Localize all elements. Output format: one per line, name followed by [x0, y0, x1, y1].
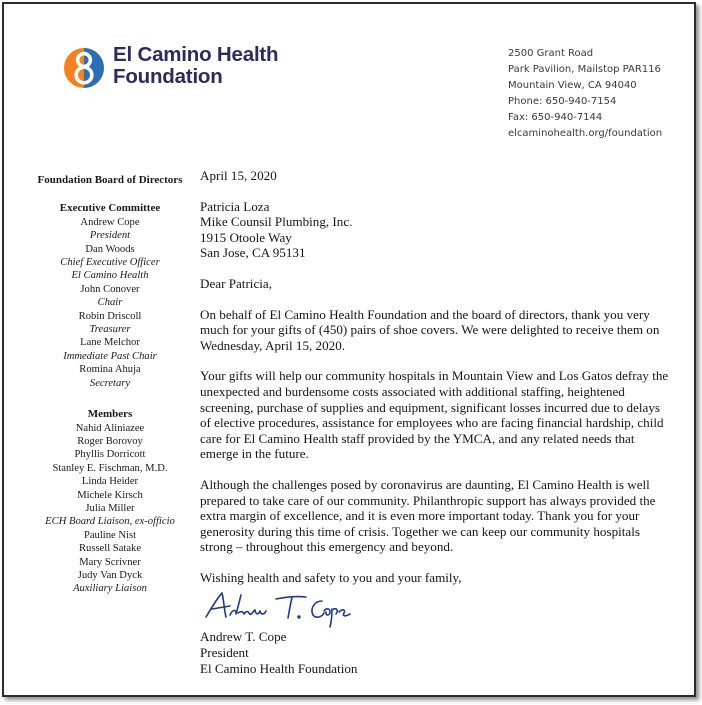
executive-member-role: Chief Executive Officer — [60, 257, 160, 269]
executive-committee-heading: Executive Committee — [59, 202, 161, 215]
letter-paragraphs — [200, 307, 686, 555]
board-member-name: Judy Van Dyck — [77, 569, 143, 581]
signer-name: Andrew T. Cope — [200, 629, 287, 645]
paragraph-line: generosity during this time of crisis. Together we can keep our community hospitals — [200, 523, 640, 539]
board-member-role: Auxiliary Liaison — [73, 583, 147, 595]
board-member-name: Pauline Nist — [83, 529, 137, 541]
paragraph-line: unexpected and burdensome costs associated with additional staffing, heightened — [200, 383, 625, 399]
executive-member-role: President — [89, 230, 131, 242]
executive-committee-list — [26, 216, 194, 390]
paragraph-line: much for your gifts of (450) pairs of shoe covers. We were delighted to receive them on — [200, 322, 660, 338]
executive-member-role: Treasurer — [89, 324, 131, 336]
board-member-name: Linda Heider — [81, 476, 139, 488]
paragraph-line: Although the challenges posed by coronavirus are daunting, El Camino Health is well — [200, 476, 650, 492]
paragraph-line: of elective procedures, assistance for employees who are facing financial hardship, child — [200, 415, 664, 431]
el-camino-logo-icon — [62, 46, 106, 90]
fax-line: Fax: 650-940-7144 — [508, 112, 603, 124]
board-member-name: Russell Satake — [78, 543, 142, 555]
salutation: Dear Patricia, — [200, 275, 272, 291]
board-member-role: ECH Board Liaison, ex-officio — [45, 516, 175, 528]
letter-date: April 15, 2020 — [200, 168, 277, 183]
recipient-line: Mike Counsil Plumbing, Inc. — [200, 214, 353, 230]
recipient-address — [200, 199, 686, 261]
executive-member-role: Immediate Past Chair — [63, 350, 157, 362]
paragraph-line: emerge in the future. — [200, 446, 309, 462]
website-line: elcaminohealth.org/foundation — [508, 128, 663, 140]
recipient-line: Patricia Loza — [200, 198, 270, 214]
address-line: 2500 Grant Road — [508, 48, 594, 59]
members-list — [26, 422, 194, 596]
board-member-name: Roger Borovoy — [77, 435, 143, 447]
executive-member-name: Romina Ahuja — [79, 364, 141, 376]
letter-paragraph — [200, 368, 686, 462]
address-line: Park Pavilion, Mailstop PAR116 — [508, 64, 661, 76]
board-member-name: Stanley E. Fischman, M.D. — [52, 462, 168, 474]
letter-paragraph — [200, 477, 686, 555]
signer-block — [200, 629, 686, 676]
executive-member-name: Andrew Cope — [80, 216, 140, 228]
paragraph-line: strong – throughout this emergency and beyond. — [200, 539, 454, 555]
recipient-line: San Jose, CA 95131 — [200, 245, 306, 261]
letter-page — [2, 2, 696, 697]
handwritten-signature — [200, 587, 686, 629]
paragraph-line: Wednesday, April 15, 2020. — [200, 337, 346, 353]
board-member-name: Nahid Aliniazee — [75, 422, 145, 434]
closing-line: Wishing health and safety to you and your family, — [200, 569, 462, 585]
phone-line: Phone: 650-940-7154 — [508, 96, 617, 108]
return-address — [508, 46, 662, 143]
members-heading: Members — [87, 408, 133, 421]
executive-member-name: John Conover — [80, 283, 140, 295]
recipient-line: 1915 Otoole Way — [200, 229, 292, 245]
paragraph-line: On behalf of El Camino Health Foundation and the board of directors, thank you very — [200, 306, 650, 322]
board-of-directors-sidebar — [26, 174, 194, 596]
letter-body — [200, 168, 686, 676]
executive-member-name: Lane Melchor — [80, 337, 140, 349]
board-member-name: Phyllis Dorricott — [74, 449, 146, 461]
executive-member-role: Chair — [97, 297, 123, 309]
signer-title: President — [200, 645, 249, 661]
executive-member-name: Robin Driscoll — [78, 310, 142, 322]
paragraph-line: Your gifts will help our community hospitals in Mountain View and Los Gatos defray the — [200, 368, 669, 384]
executive-member-role: El Camino Health — [71, 270, 149, 282]
signature-icon — [200, 587, 360, 629]
executive-member-role: Secretary — [89, 377, 131, 389]
paragraph-line: prepared to take care of our community. Philanthropic support has always provided the — [200, 492, 656, 508]
paragraph-line: care for El Camino Health staff provided by the YMCA, and any related needs that — [200, 430, 635, 446]
foundation-name — [113, 44, 278, 88]
board-member-name: Julia Miller — [85, 502, 135, 514]
board-member-name: Michele Kirsch — [77, 489, 143, 501]
brand-line-1: El Camino Health — [113, 43, 279, 66]
executive-member-name: Dan Woods — [85, 243, 135, 255]
address-line: Mountain View, CA 94040 — [508, 80, 637, 92]
signer-organization: El Camino Health Foundation — [200, 660, 358, 676]
board-heading: Foundation Board of Directors — [37, 174, 183, 186]
brand-line-2: Foundation — [113, 65, 223, 88]
board-member-name: Mary Scrivner — [79, 556, 141, 568]
paragraph-line: screening, purchase of supplies and equipment, significant losses incurred due to delays — [200, 399, 660, 415]
letter-paragraph — [200, 307, 686, 354]
paragraph-line: extra margin of excellence, and it is even more important today. Thank you for your — [200, 508, 640, 524]
